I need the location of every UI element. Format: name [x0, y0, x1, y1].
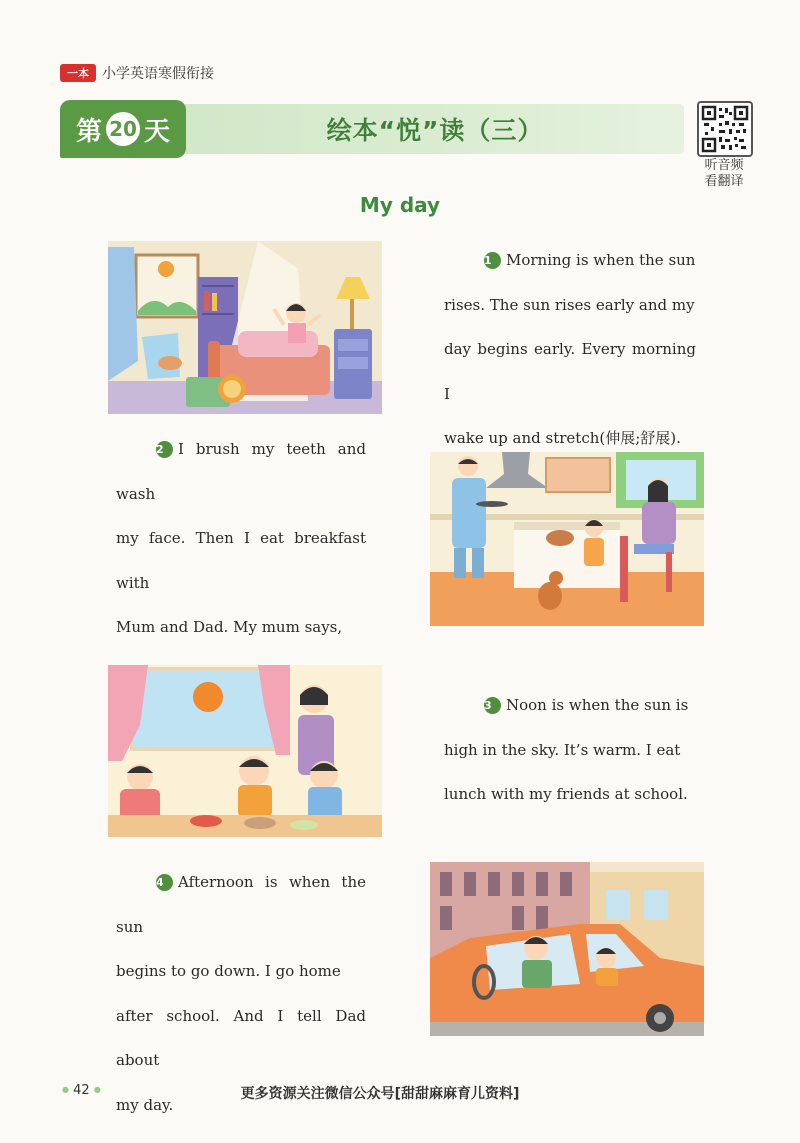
p1-line-3: day begins early. Every morning I — [444, 340, 696, 403]
qr-label-line1: 听音频 — [704, 158, 744, 173]
qr-label — [694, 158, 754, 190]
p4-line-4: my day. — [116, 1095, 174, 1114]
paragraph-1 — [444, 238, 696, 461]
p4-line-1: Afternoon is when the sun — [116, 873, 366, 936]
page-number-value: 42 — [73, 1083, 90, 1098]
qr-code-icon[interactable] — [697, 101, 753, 157]
car-illustration — [430, 862, 704, 1036]
kitchen-illustration — [430, 452, 704, 626]
day-tab — [60, 100, 186, 158]
p3-line-2: high in the sky. It’s warm. I eat — [444, 740, 681, 759]
day-prefix: 第 — [75, 116, 102, 147]
p4-line-2: begins to go down. I go home — [116, 962, 341, 980]
qr-label-line2: 看翻译 — [704, 174, 744, 189]
lunch-illustration — [108, 665, 382, 837]
p3-line-3: lunch with my friends at school. — [444, 785, 688, 803]
p1-line-2: rises. The sun rises early and my — [444, 295, 695, 314]
page-number — [62, 1083, 101, 1098]
dot-icon: ● — [93, 1085, 101, 1094]
paragraph-number-4: 4 — [156, 874, 173, 891]
p4-line-3: after school. And I tell Dad about — [116, 1006, 366, 1069]
p3-line-1: Noon is when the sun is — [506, 696, 689, 714]
chapter-title: 绘本“悦”读（三） — [326, 116, 544, 145]
footer-note: 更多资源关注微信公众号[甜甜麻麻育儿资料] — [240, 1086, 520, 1102]
paragraph-3 — [444, 683, 696, 817]
dot-icon: ● — [62, 1085, 69, 1094]
paragraph-number-1: 1 — [484, 252, 501, 269]
day-suffix: 天 — [144, 116, 171, 147]
p1-line-4: wake up and stretch(伸展;舒展). — [444, 429, 681, 447]
p2-line-1: I brush my teeth and wash — [116, 440, 366, 503]
paragraph-number-2: 2 — [156, 441, 173, 458]
p2-line-2: my face. Then I eat breakfast with — [116, 529, 366, 592]
brand-text: 小学英语寒假衔接 — [102, 66, 214, 82]
day-number: 20 — [106, 112, 140, 146]
brand-badge: 一本 — [60, 64, 96, 82]
p2-line-3: Mum and Dad. My mum says, — [116, 618, 343, 636]
story-title: My day — [359, 193, 441, 217]
paragraph-number-3: 3 — [484, 697, 501, 714]
bedroom-illustration — [108, 241, 382, 414]
p1-line-1: Morning is when the sun — [506, 251, 696, 269]
